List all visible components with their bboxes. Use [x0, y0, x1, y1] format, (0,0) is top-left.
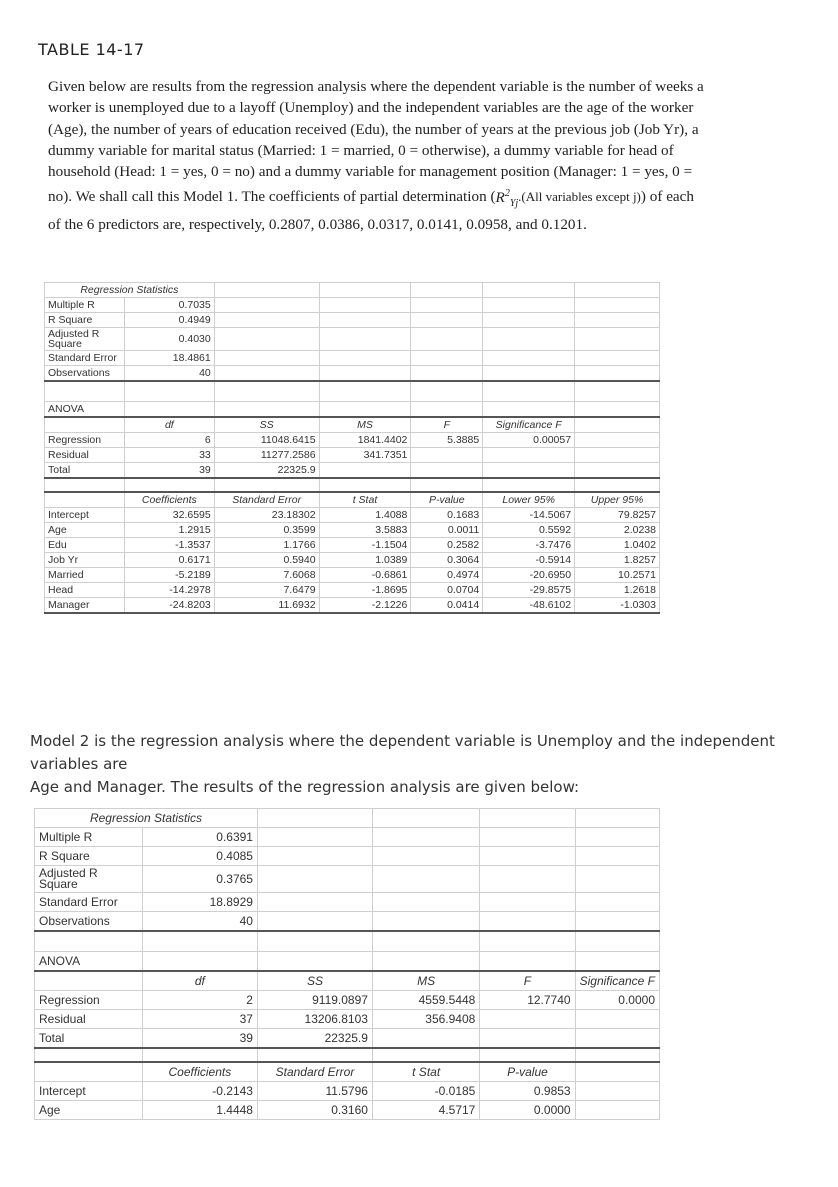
table-row: Residual 37 13206.8103 356.9408 — [35, 1009, 660, 1028]
model2-output-table: Regression Statistics Multiple R 0.6391 R Square 0.4085 Adjusted R Square 0.3765 Standard Error 18.8929 Observations 40 ANOVA df SS MS F Significance F Regression 2 9119.0897 4559.5448 12.7740 0.0000 Residual 37 13206.8103 356.9408 Total 39 22325.9 Coefficients Standard Error t Stat P-value Intercept -0.2143 11.5796 -0.0185 0.9853 Age 1.4448 0.3160 4.5717 0.0000 — [34, 808, 660, 1120]
table-row: Total 39 22325.9 — [35, 1028, 660, 1048]
model1-anova-title: ANOVA — [45, 401, 125, 417]
partial-r-symbol: $R^2_{Yj}$ — [495, 187, 519, 209]
table-row: R Square 0.4949 — [45, 313, 660, 328]
table-row: Job Yr 0.6171 0.5940 1.0389 0.3064 -0.5914 1.8257 — [45, 552, 660, 567]
table-row: Age 1.4448 0.3160 4.5717 0.0000 — [35, 1100, 660, 1119]
model2-description — [30, 730, 810, 799]
table-row: Multiple R 0.7035 — [45, 298, 660, 313]
intro-paragraph — [48, 76, 708, 235]
model2-text-line1: Model 2 is the regression analysis where the dependent variable is Unemploy and the independent variables are — [30, 732, 775, 773]
table-row: Observations 40 — [35, 912, 660, 932]
table-row: Regression 6 11048.6415 1841.4402 5.3885 0.00057 — [45, 432, 660, 447]
intro-text-a: Given below are results from the regression analysis where the dependent variable is the number of weeks a worker is unemployed due to a layoff (Unemploy) and the independent variables are the age of the worker (Age), the number of years of education received (Edu), the number of years at the previous job (Job Yr), a dummy variable for marital status (Married: 1 = married, 0 = otherwise), a dummy variable for head of household (Head: 1 = yes, 0 = no) and a dummy variable for management position (Manager: 1 = yes, 0 = no). We shall call this Model 1. The coefficients of partial determination ( — [48, 78, 704, 206]
table-row: Observations 40 — [45, 366, 660, 382]
model2-text-line2: Age and Manager. The results of the regression analysis are given below: — [30, 778, 580, 796]
table-row: Adjusted R Square 0.4030 — [45, 328, 660, 351]
table-row: Head -14.2978 7.6479 -1.8695 0.0704 -29.8575 1.2618 — [45, 582, 660, 597]
model2-regstats-title: Regression Statistics — [35, 809, 258, 828]
table-row: Edu -1.3537 1.1766 -1.1504 0.2582 -3.7476 1.0402 — [45, 537, 660, 552]
table-row: Residual 33 11277.2586 341.7351 — [45, 447, 660, 462]
table-row: Age 1.2915 0.3599 3.5883 0.0011 0.5592 2.0238 — [45, 522, 660, 537]
table-row: Standard Error 18.4861 — [45, 351, 660, 366]
partial-r-condition: .(All variables except j) — [518, 189, 641, 205]
table-row: Total 39 22325.9 — [45, 462, 660, 478]
model2-anova-title: ANOVA — [35, 951, 143, 971]
table-row: Married -5.2189 7.6068 -0.6861 0.4974 -20.6950 10.2571 — [45, 567, 660, 582]
table-row: Adjusted R Square 0.3765 — [35, 866, 660, 893]
table-row: Intercept 32.6595 23.18302 1.4088 0.1683 -14.5067 79.8257 — [45, 507, 660, 522]
model1-regstats-title: Regression Statistics — [45, 283, 215, 298]
table-title: TABLE 14-17 — [38, 40, 145, 59]
table-row: Manager -24.8203 11.6932 -2.1226 0.0414 -48.6102 -1.0303 — [45, 597, 660, 613]
table-row: Standard Error 18.8929 — [35, 893, 660, 912]
model1-output-table: Regression Statistics Multiple R 0.7035 R Square 0.4949 Adjusted R Square 0.4030 Standard Error 18.4861 Observations 40 ANOVA df SS MS F Significance F Regression 6 11048.6415 1841.4402 5.3885 0.00057 Residual 33 11277.2586 341.7351 Total 39 22325.9 Coefficients Standard Error t Stat P-value Lower 95% Upper 95% Intercept 32.6595 23.18302 1.4088 0.1683 -14.5067 79.8257 Age 1.2915 0.3599 3.5883 0.0011 0.5592 2.0238 Edu -1.3537 1.1766 -1.1504 0.2582 -3.7476 1.0402 Job Yr 0.6171 0.5940 1.0389 0.3064 -0.5914 1.8257 Married -5.2189 7.6068 -0.6861 0.4974 -20.6950 10.2571 Head -14.2978 7.6479 -1.8695 0.0704 -29.8575 1.2618 Manager -24.8203 11.6932 -2.1226 0.0414 -48.6102 -1.0303 — [44, 282, 660, 614]
table-row: Intercept -0.2143 11.5796 -0.0185 0.9853 — [35, 1081, 660, 1100]
table-row: R Square 0.4085 — [35, 847, 660, 866]
intro-text-b: ) of each of the 6 predictors are, respectively, 0.2807, 0.0386, 0.0317, 0.0141, 0.0958, and 0.1201. — [48, 188, 695, 233]
table-row: Multiple R 0.6391 — [35, 828, 660, 847]
table-row: Regression 2 9119.0897 4559.5448 12.7740 0.0000 — [35, 990, 660, 1009]
